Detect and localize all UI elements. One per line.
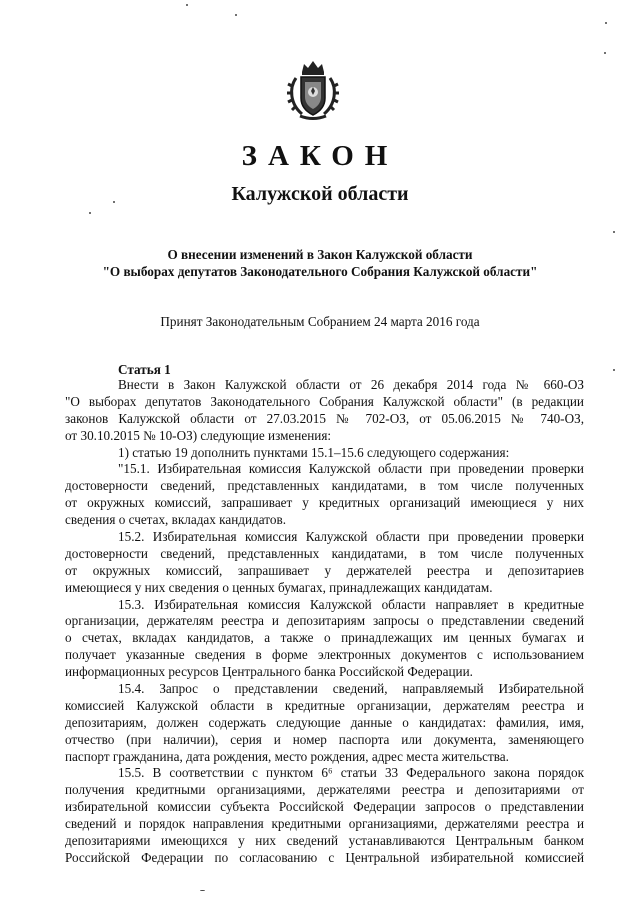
adoption-date: Принят Законодательным Собранием 24 марта 2016 года: [160, 314, 480, 329]
document-title: ЗАКОН: [241, 140, 399, 172]
article-text-line: "15.1. Избирательная комиссия Калужской области при проведении проверки: [118, 461, 584, 477]
article-text-line: отчество (при наличии), серия и номер паспорта или документа, заменяющего: [65, 731, 584, 747]
article-text-line: "О выборах депутатов Законодательного Собрания Калужской области" (в редакции: [65, 393, 584, 409]
law-subject-line: "О выборах депутатов Законодательного Собрания Калужской области": [102, 264, 538, 279]
article-text-line: 15.2. Избирательная комиссия Калужской области при проведении проверки: [118, 529, 584, 545]
article-text-line: 15.5. В соответствии с пунктом 6⁶ статьи 33 Федерального закона порядок: [118, 765, 584, 781]
article-text-line: получения кредитными организациями, держателями реестра и депозитариями от: [65, 782, 584, 798]
article-text-line: от 30.10.2015 № 10-ОЗ) следующие изменения:: [65, 427, 332, 443]
article-text-line: 1) статью 19 дополнить пунктами 15.1–15.6 следующего содержания:: [118, 444, 510, 460]
article-heading: Статья 1: [118, 362, 171, 377]
article-text-line: комиссией Калужской области в кредитные организации, держателям реестра и: [65, 697, 584, 713]
article-text-line: паспорт гражданина, дата рождения, место рождения, адрес места жительства.: [65, 748, 509, 764]
article-text-line: информационных ресурсов Центрального банка Российской Федерации.: [65, 664, 473, 680]
article-text-line: сведения о счетах, вкладах кандидатов.: [65, 512, 286, 528]
law-subject: [0, 246, 640, 280]
article-text-line: законов Калужской области от 27.03.2015 № 702-ОЗ, от 05.06.2015 № 740-ОЗ,: [65, 410, 584, 426]
article-text-line: Российской Федерации по согласованию с Центральной избирательной комиссией: [65, 849, 584, 865]
article-body: [65, 377, 584, 867]
article-text-line: от окружных комиссий, запрашивает у кредитных организаций имеющиеся у них: [65, 495, 584, 511]
article-text-line: о счетах, вкладах кандидатов, а также о принадлежащих им ценных бумагах и: [65, 630, 584, 646]
article-text-line: достоверности сведений, представленных кандидатами, в том числе полученных: [65, 545, 584, 561]
article-text-line: депозитариями имеющихся у них сведений устанавливаются Центральным банком: [65, 833, 584, 849]
law-subject-line: О внесении изменений в Закон Калужской области: [167, 247, 473, 262]
article-text-line: 15.4. Запрос о представлении сведений, направляемый Избирательной: [118, 681, 584, 697]
article-text-line: достоверности сведений, представленных кандидатами, в том числе полученных: [65, 478, 584, 494]
document-subtitle: Калужской области: [231, 183, 409, 205]
article-text-line: организации, держателям реестра и депозитариям запросы о представлении сведений: [65, 613, 584, 629]
article-text-line: имеющиеся у них сведения о ценных бумагах, принадлежащих кандидатам.: [65, 579, 493, 595]
article-text-line: получает указанные сведения в форме электронных документов с использованием: [65, 647, 584, 663]
coat-of-arms-emblem: [286, 58, 340, 122]
article-text-line: избирательной комиссии субъекта Российской Федерации запросов о представлении: [65, 799, 584, 815]
article-text-line: сведений и порядок направления кредитными организациями, держателями реестра и: [65, 816, 584, 832]
article-text-line: Внести в Закон Калужской области от 26 декабря 2014 года № 660-ОЗ: [118, 377, 584, 392]
article-text-line: от окружных комиссий, запрашивает у держателей реестра и депозитариев: [65, 562, 584, 578]
article-text-line: 15.3. Избирательная комиссия Калужской области направляет в кредитные: [118, 596, 584, 612]
article-text-line: депозитариям, должен содержать следующие данные о кандидатах: фамилия, имя,: [65, 714, 584, 730]
